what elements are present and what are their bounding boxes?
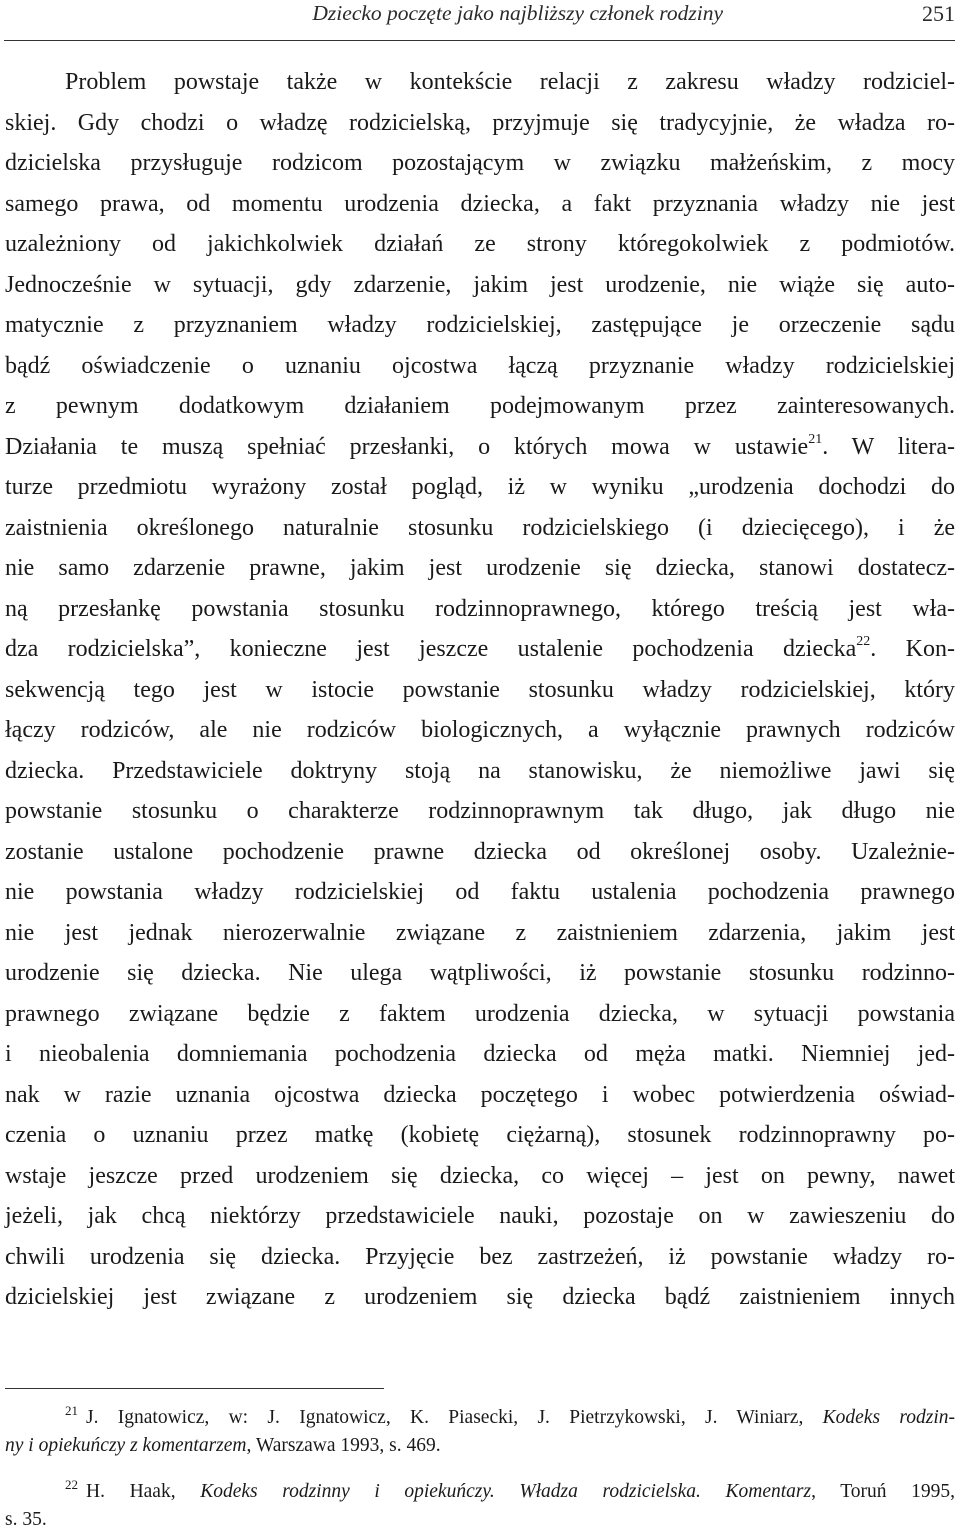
running-header (4, 0, 955, 41)
page-number: 251 (922, 1, 955, 26)
footnote-22-author: H. Haak, (86, 1481, 201, 1502)
text-segment: . Kon- (870, 636, 955, 662)
text-line: matycznie z przyznaniem władzy rodzicielskiej, zastępujące je orzeczenie sądu (5, 312, 955, 338)
text-line: zaistnienia określonego naturalnie stosunku rodzicielskiego (i dziecięcego), i że (5, 514, 955, 541)
footnote-21-text: J. Ignatowicz, w: J. Ignatowicz, K. Piasecki, J. Pietrzykowski, J. Winiarz, (86, 1407, 823, 1428)
text-line: Problem powstaje także w kontekście relacji z zakresu władzy rodziciel- (65, 69, 955, 95)
text-line: urodzenie się dziecka. Nie ulega wątpliwości, iż powstanie stosunku rodzinno- (5, 960, 955, 986)
footnote-22-line-1 (5, 1478, 955, 1506)
text-line: dziecka. Przedstawiciele doktryny stoją na stanowisku, że niemożliwe jawi się (5, 757, 955, 784)
text-line: chwili urodzenia się dziecka. Przyjęcie bez zastrzeżeń, iż powstanie władzy ro- (5, 1243, 955, 1270)
text-line: Jednocześnie w sytuacji, gdy zdarzenie, jakim jest urodzenie, nie wiąże się auto- (5, 271, 955, 298)
text-line: z pewnym dodatkowym działaniem podejmowanym przez zainteresowanych. (5, 393, 955, 419)
text-line: nak w razie uznania ojcostwa dziecka poczętego i wobec potwierdzenia oświad- (5, 1081, 955, 1108)
text-segment: dza rodzicielska”, konieczne jest jeszcze ustalenie pochodzenia dziecka (5, 636, 857, 662)
text-line: dzicielskiej jest związane z urodzeniem się dziecka bądź zaistnieniem innych (5, 1284, 955, 1310)
footnote-reference: 22 (856, 634, 871, 649)
text-line: ną przesłankę powstania stosunku rodzinnoprawnego, którego treścią jest wła- (5, 595, 955, 622)
text-line: nie samo zdarzenie prawne, jakim jest urodzenie się dziecka, stanowi dostatecz- (5, 555, 955, 581)
text-line: i nieobalenia domniemania pochodzenia dziecka od męża matki. Niemniej jed- (5, 1041, 955, 1067)
text-line: łączy rodziców, ale nie rodziców biologicznych, a wyłącznie prawnych rodziców (5, 717, 955, 743)
text-line: nie jest jednak nierozerwalnie związane z zaistnieniem zdarzenia, jakim jest (5, 919, 955, 946)
footnote-reference: 21 (808, 431, 823, 447)
footnotes (5, 1404, 955, 1534)
text-line: zostanie ustalone pochodzenie prawne dziecka od określonej osoby. Uzależnie- (5, 838, 955, 865)
text-segment: . W litera- (822, 433, 956, 460)
text-line: uzależniony od jakichkolwiek działań ze strony któregokolwiek z podmiotów. (5, 231, 955, 257)
text-segment: Działania te muszą spełniać przesłanki, o których mowa w ustawie (5, 433, 809, 460)
text-line: jeżeli, jak chcą niektórzy przedstawiciele nauki, pozostaje on w zawieszeniu do (5, 1203, 955, 1229)
footnote-22-line-2 (5, 1506, 955, 1534)
footnote-21-number: 21 (65, 1403, 78, 1418)
footnote-21-title: Kodeks rodzin- (822, 1407, 955, 1428)
text-line: sekwencją tego jest w istocie powstanie stosunku władzy rodzicielskiej, który (5, 676, 955, 703)
text-line: turze przedmiotu wyrażony został pogląd, iż w wyniku „urodzenia dochodzi do (5, 474, 955, 500)
footnote-22-pages: s. 35. (5, 1509, 47, 1530)
footnote-21-title-cont: ny i opiekuńczy z komentarzem (5, 1435, 247, 1456)
text-line: nie powstania władzy rodzicielskiej od faktu ustalenia pochodzenia prawnego (5, 879, 955, 905)
footnote-separator (5, 1388, 384, 1389)
footnote-21-line-1 (5, 1404, 955, 1432)
running-title: Dziecko poczęte jako najbliższy członek rodziny (312, 1, 723, 25)
footnote-22-number: 22 (65, 1477, 78, 1492)
text-line: skiej. Gdy chodzi o władzę rodzicielską, przyjmuje się tradycyjnie, że władza ro- (5, 109, 955, 136)
text-line: bądź oświadczenie o uznaniu ojcostwa łączą przyznanie władzy rodzicielskiej (5, 352, 955, 379)
text-line: powstanie stosunku o charakterze rodzinnoprawnym tak długo, jak długo nie (5, 798, 955, 824)
text-line (5, 427, 955, 468)
main-body-text (5, 62, 955, 1318)
footnote-21-imprint: , Warszawa 1993, s. 469. (246, 1435, 441, 1456)
text-line: dzicielska przysługuje rodzicom pozostającym w związku małżeńskim, z mocy (5, 150, 955, 176)
text-line: wstaje jeszcze przed urodzeniem się dziecka, co więcej – jest on pewny, nawet (5, 1162, 955, 1189)
text-line: samego prawa, od momentu urodzenia dziecka, a fakt przyznania władzy nie jest (5, 190, 955, 217)
text-line: prawnego związane będzie z faktem urodzenia dziecka, w sytuacji powstania (5, 1000, 955, 1027)
footnote-22-imprint: , Toruń 1995, (811, 1481, 955, 1502)
footnote-22-title: Kodeks rodzinny i opiekuńczy. Władza rodzicielska. Komentarz (200, 1481, 812, 1502)
text-line (5, 629, 955, 670)
footnote-21-line-2 (5, 1432, 955, 1460)
text-line: czenia o uznaniu przez matkę (kobietę ciężarną), stosunek rodzinnoprawny po- (5, 1122, 955, 1148)
